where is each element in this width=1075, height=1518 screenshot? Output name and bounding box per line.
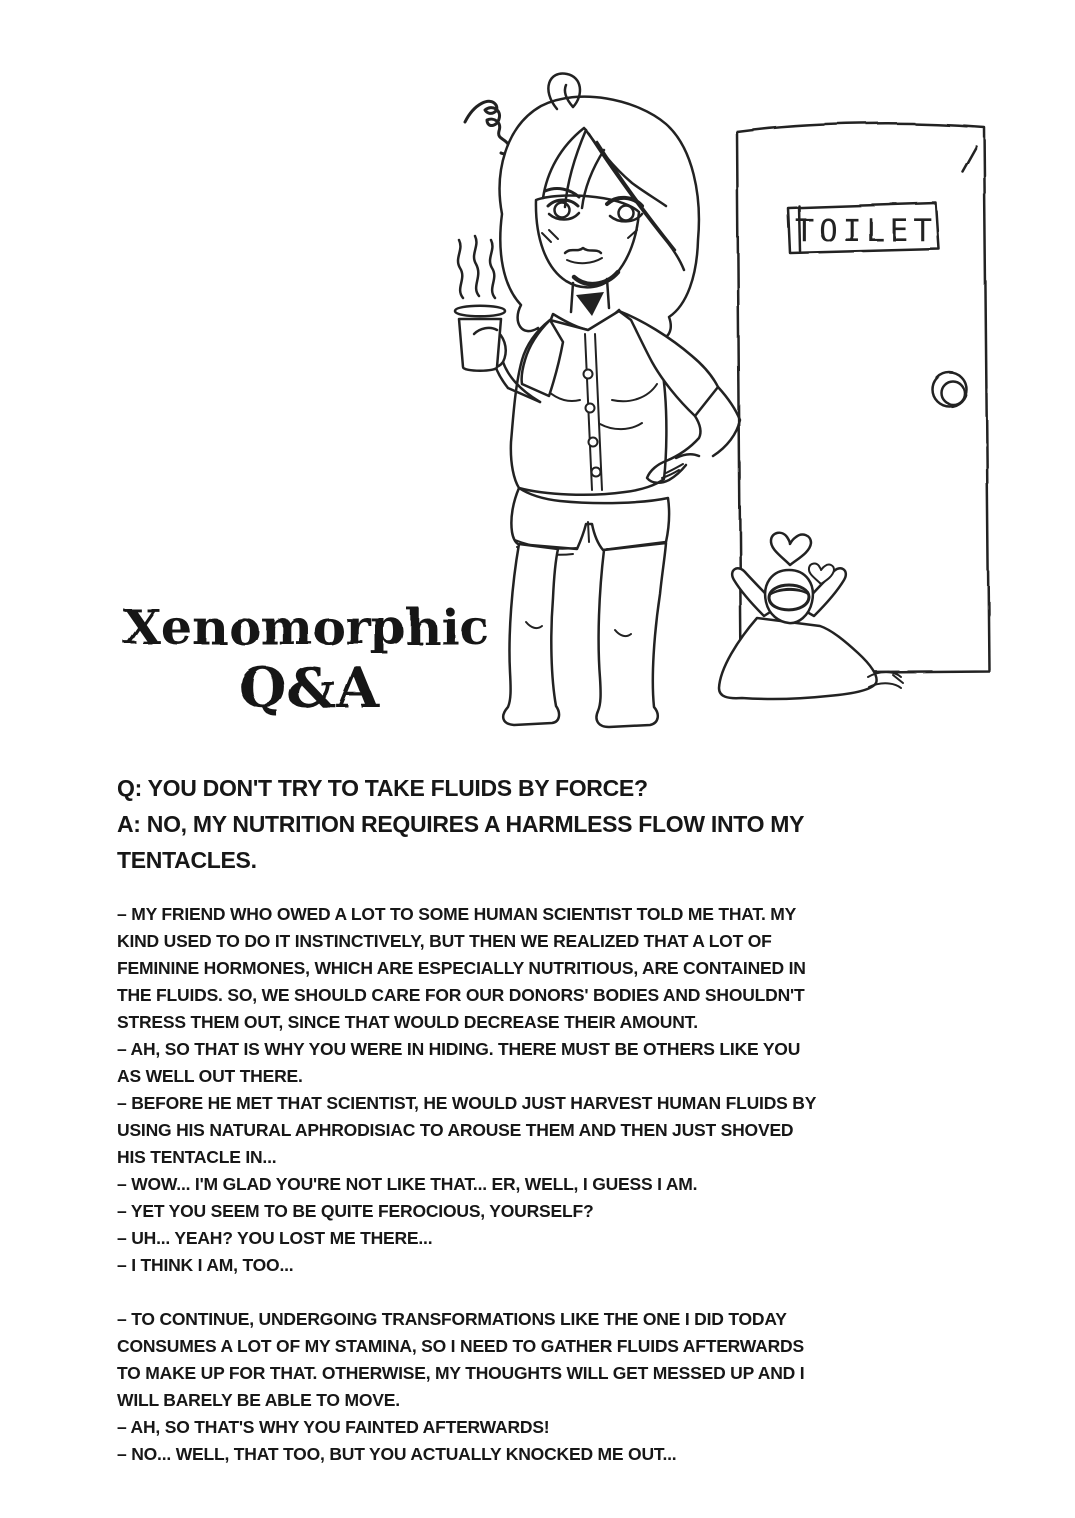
- cup-lid: [455, 306, 505, 317]
- dialogue-line: – BEFORE HE MET THAT SCIENTIST, HE WOULD JUST HARVEST HUMAN FLUIDS BY USING HIS NATURAL APHRODISIAC TO AROUSE THEM AND THEN JUST SHOVED HIS TENTACLE IN...: [117, 1093, 816, 1167]
- dialogue-line: – AH, SO THAT'S WHY YOU FAINTED AFTERWARDS!: [117, 1417, 550, 1437]
- doorknob: [932, 372, 966, 406]
- title-line2: Q&A: [238, 655, 380, 720]
- steam-lines: [458, 236, 495, 298]
- cup-body: [459, 319, 501, 371]
- dialogue-line: – WOW... I'M GLAD YOU'RE NOT LIKE THAT... ER, WELL, I GUESS I AM.: [117, 1174, 698, 1194]
- dialogue-line: – YET YOU SEEM TO BE QUITE FEROCIOUS, YOURSELF?: [117, 1201, 594, 1221]
- girl-character: [455, 73, 740, 727]
- left-leg: [503, 544, 559, 725]
- button: [592, 468, 601, 477]
- button: [586, 404, 595, 413]
- button: [584, 370, 593, 379]
- dialogue-line: – TO CONTINUE, UNDERGOING TRANSFORMATIONS LIKE THE ONE I DID TODAY CONSUMES A LOT OF MY STAMINA, SO I NEED TO GATHER FLUIDS AFTERWARDS TO MAKE UP FOR THAT. OTHERWISE, MY THOUGHTS WILL GET MESSED UP AND I WILL BARELY BE ABLE TO MOVE.: [117, 1309, 805, 1410]
- qa-section: [117, 770, 817, 1468]
- qa-question: Q: YOU DON'T TRY TO TAKE FLUIDS BY FORCE?: [117, 775, 648, 801]
- dialogue-line: – UH... YEAH? YOU LOST ME THERE...: [117, 1228, 433, 1248]
- dialogue-block-2: [117, 1306, 817, 1468]
- qa-answer: A: NO, MY NUTRITION REQUIRES A HARMLESS FLOW INTO MY TENTACLES.: [117, 811, 804, 873]
- door-sign-label: TOILET: [795, 213, 937, 249]
- dialogue-line: – NO... WELL, THAT TOO, BUT YOU ACTUALLY KNOCKED ME OUT...: [117, 1444, 677, 1464]
- dialogue-line: – MY FRIEND WHO OWED A LOT TO SOME HUMAN SCIENTIST TOLD ME THAT. MY KIND USED TO DO IT INSTINCTIVELY, BUT THEN WE REALIZED THAT A LOT OF FEMININE HORMONES, WHICH ARE ESPECIALLY NUTRITIOUS, ARE CONTAINED IN THE FLUIDS. SO, WE SHOULD CARE FOR OUR DONORS' BODIES AND SHOULDN'T STRESS THEM OUT, SINCE THAT WOULD DECREASE THEIR AMOUNT.: [117, 904, 806, 1032]
- dialogue-line: – I THINK I AM, TOO...: [117, 1255, 294, 1275]
- creature-mouth: [769, 585, 809, 610]
- shorts: [511, 488, 669, 550]
- page-title: [123, 598, 489, 720]
- title-line1: Xenomorphic: [122, 598, 490, 656]
- coffee-cup: [455, 306, 505, 371]
- button: [589, 438, 598, 447]
- dialogue-line: – AH, SO THAT IS WHY YOU WERE IN HIDING. THERE MUST BE OTHERS LIKE YOU AS WELL OUT THERE.: [117, 1039, 801, 1086]
- door-sign: [788, 203, 939, 253]
- dialogue-block-1: [117, 901, 817, 1279]
- annoyance-scribble: [465, 101, 509, 153]
